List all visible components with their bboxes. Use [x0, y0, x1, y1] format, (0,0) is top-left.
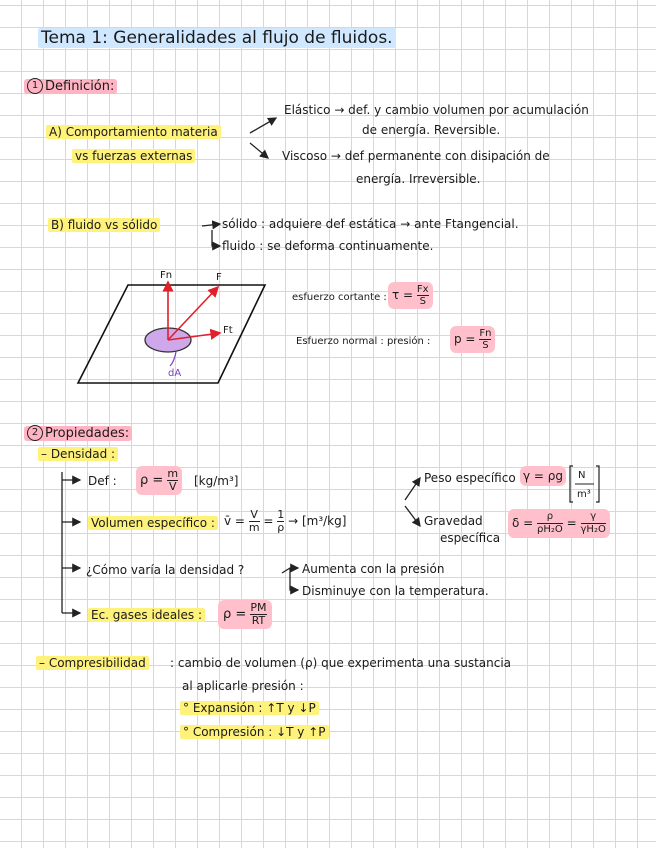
specific-volume-label: Volumen específico :	[88, 515, 218, 531]
section-2-heading: 2 Propiedades:	[24, 425, 132, 442]
compressibility-text-1: : cambio de volumen (ρ) que experimenta una sustancia	[170, 656, 512, 670]
fluid-vs-solid-label: B) fluido vs sólido	[48, 217, 160, 233]
fluid-definition: fluido : se deforma continuamente.	[222, 239, 434, 253]
page-title: Tema 1: Generalidades al flujo de fluidos.	[38, 27, 396, 49]
specific-gravity-label-2: específica	[440, 531, 501, 545]
density-variation-temperature: Disminuye con la temperatura.	[302, 584, 489, 598]
density-def-label: Def :	[88, 474, 117, 488]
da-pointer	[170, 352, 176, 366]
ft-label: Ft	[223, 325, 233, 336]
arrow-solid	[202, 224, 220, 226]
specific-weight-formula: γ = ρg	[520, 466, 566, 486]
density-formula: ρ = $\frac{m}{V}$	[136, 466, 182, 495]
compressibility-text-2: al aplicarle presión :	[182, 679, 304, 693]
specific-weight-label: Peso específico	[424, 471, 516, 485]
ideal-gas-formula: ρ = $\frac{PM}{RT}$	[218, 600, 272, 629]
section-1-heading: 1 Definición:	[24, 78, 117, 95]
ideal-gas-label: Ec. gases ideales :	[88, 607, 205, 623]
normal-stress-label: Esfuerzo normal : presión :	[296, 336, 431, 347]
f-label: F	[216, 272, 222, 283]
density-heading: – Densidad :	[38, 446, 118, 462]
expansion-item: ° Expansión : ↑T y ↓P	[180, 700, 319, 716]
density-variation-question: ¿Cómo varía la densidad ?	[86, 563, 245, 577]
specific-gravity-formula: δ = $\frac{\rho}{\text{ρH₂O}}$ = $\frac{\gamma}{\text{γH₂O}}$	[508, 509, 610, 538]
solid-definition: sólido : adquiere def estática → ante Ftangencial.	[222, 217, 519, 231]
specific-gravity-label-1: Gravedad	[424, 514, 483, 528]
specific-weight-units-num: N	[578, 470, 586, 481]
viscous-line-1: Viscoso → def permanente con disipación de	[282, 149, 550, 163]
compressibility-heading: – Compresibilidad	[36, 655, 149, 671]
behavior-label-1: A) Comportamiento materia	[46, 124, 221, 140]
specific-volume-formula: v̄ = $\frac{V}{m}$ = $\frac{1}{\rho}$ → [m³/kg]	[224, 508, 347, 534]
shear-stress-label: esfuerzo cortante :	[292, 292, 387, 303]
arrow-elastic	[250, 118, 276, 133]
specific-weight-units-den: m³	[577, 489, 591, 500]
force-arrow	[168, 287, 218, 340]
arrow-viscous	[250, 143, 268, 158]
density-variation-pressure: Aumenta con la presión	[302, 562, 445, 576]
shear-stress-formula: τ = $\frac{Fx}{S}$	[388, 282, 433, 309]
density-units: [kg/m³]	[194, 474, 239, 488]
arrow-fluid	[212, 230, 220, 246]
compression-item: ° Compresión : ↓T y ↑P	[180, 724, 329, 740]
fn-label: Fn	[160, 270, 173, 281]
viscous-line-2: energía. Irreversible.	[356, 172, 481, 186]
normal-stress-formula: p = $\frac{Fn}{S}$	[450, 326, 495, 353]
da-label: dA	[168, 368, 182, 379]
behavior-label-2: vs fuerzas externas	[72, 148, 195, 164]
elastic-line-2: de energía. Reversible.	[362, 123, 501, 137]
elastic-line-1: Elástico → def. y cambio volumen por acumulación	[284, 103, 589, 117]
